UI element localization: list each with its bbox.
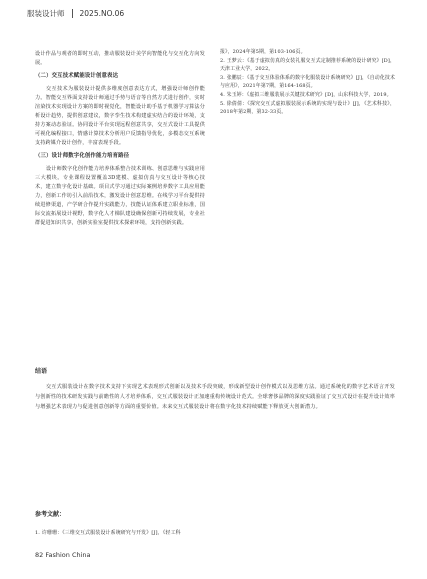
reference-item: 2. 王梦云：《基于虚拟仿真的女装礼服交互式定制推荐系统的设计研究》[D]，天津工业大学，2022。 — [220, 57, 395, 73]
reference-item: 3. 张鹏辰：《基于交互体验体系的数字化服装设计系统研究》[J]，《自动化技术与应用》，2021年第7期，第164-168页。 — [220, 74, 395, 90]
paragraph: 设计师数字化创作能力培养体系整合技术训练、创意思维与实践应用三大模块。专业课程设置覆盖3D建模、虚拟仿真与交互设计等核心技术，建立数字化设计基础。项目式学习通过实际案例培养数字工具应用能力，创新工作坊引入前沿技术，激发设计创意思维。在线学习平台提供持续进修渠道，产学研合作提升实践能力，技能认证体系建立职业标准，国际交流拓展设计视野，数字化人才梯队建设确保创新可持续发展，专业社群促进知识共享，创新实验室提供技术探索环境，支持创新实践。 — [35, 166, 205, 226]
reference-item: 报》，2024年第5期，第103-106页。 — [220, 49, 306, 55]
references-heading: 参考文献： — [35, 511, 66, 518]
conclusion-paragraph: 交互式服装设计在数字技术支持下实现艺术表现形式创新以及技术手段突破，形成新型设计创作模式以及思维方法。通过系统化的数字艺术语言开发与创新性的技术研发实践与前瞻性的人才培养体系，交互式服装设计正加速重构传统设计范式。全球奢侈品牌的深度实践验证了交互式设计在提升设计效率与增强艺术表现力与促进创意创新等方面的重要价值。未来交互式服装设计将在数字化技术持续赋能下释放更大创新潜力。 — [35, 384, 395, 411]
reference-item: 5. 徐倩倩：《探究交互式虚拟服装展示系统的实现与设计》[J]，《艺术科技》，2018年第2期，第32-33页。 — [220, 100, 395, 116]
journal-name: 服装设计师 — [27, 8, 65, 18]
section-heading: （三）设计师数字化创作能力培育路径 — [35, 153, 130, 159]
reference-item: 1. 许珊珊：《三维交互式服装设计系统研究与开发》[J]，《轻工科 — [35, 530, 181, 536]
conclusion-body — [35, 382, 395, 413]
reference-list — [35, 528, 395, 538]
magazine-name: Fashion China — [45, 551, 91, 559]
conclusion-heading: 结语 — [35, 368, 48, 375]
reference-list-continued — [220, 48, 395, 117]
page-header — [27, 6, 124, 20]
paragraph: 设计作品与观者的即时互动，推动服装设计美学向智能化与交互化方向发展。 — [35, 51, 205, 66]
page-footer — [35, 551, 91, 559]
paragraph: 交互技术为服装设计提供多维度创意表达方式，增强设计师创作能力。智能交互界面支持设计师通过手势与语音等自然方式进行创作，实时渲染技术实现设计方案的即时视觉化，智能设计助手基于机器学习算法分析设计趋势，提供创意建议，数字孪生技术构建虚实结合的设计环境，支持方案动态验证。协同设计平台实现远程创意共享，交互式设计工具提供可视化编程接口，情感计算技术分析用户反馈指导优化，多模态交互系统支持跨媒介设计创作，丰富表现手段。 — [35, 86, 205, 146]
page-number: 82 — [35, 551, 44, 559]
issue-number: 2025.NO.06 — [79, 8, 125, 18]
section-heading: （二）交互技术赋能设计创意表达 — [35, 73, 119, 79]
left-column — [35, 50, 205, 228]
reference-item: 4. 朱玉婷：《虚拟三维服装展示关键技术研究》[D]，山东科技大学，2019。 — [220, 91, 392, 98]
header-divider — [72, 9, 73, 18]
